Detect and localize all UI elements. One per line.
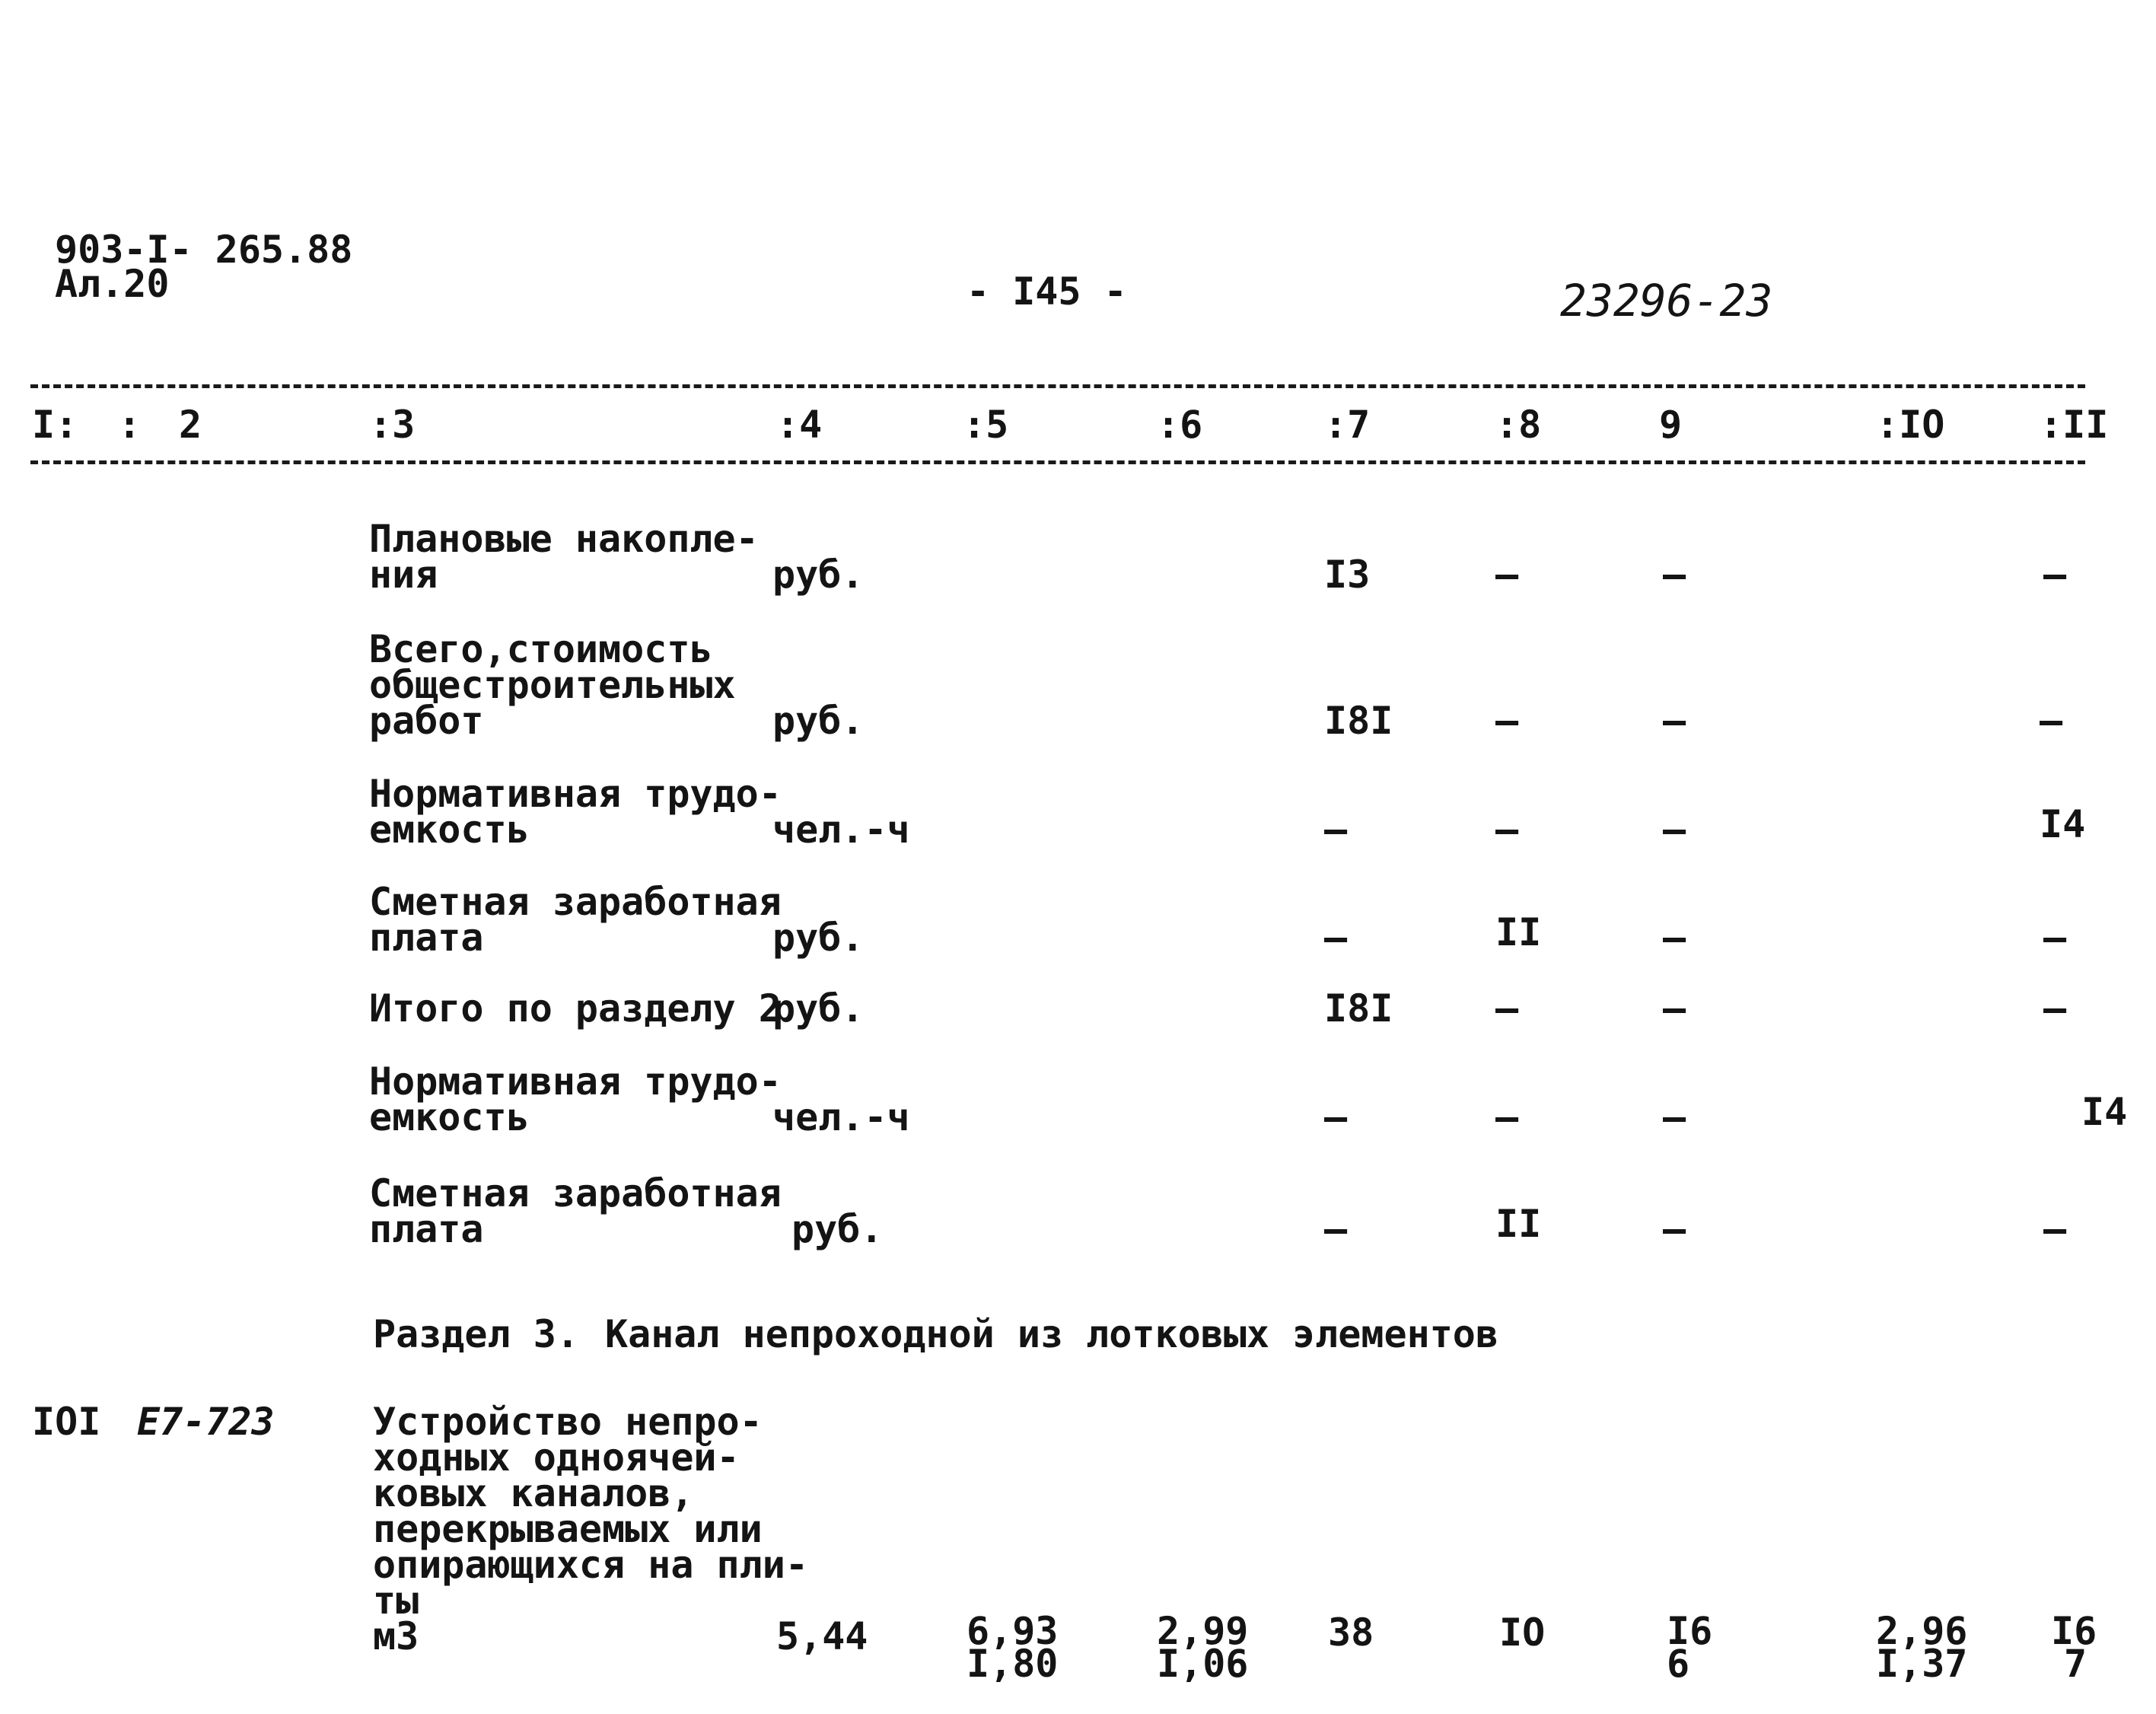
col-5-label: :5 xyxy=(963,403,1009,447)
row-col-9: – xyxy=(1663,916,1686,960)
row-name-line: емкость xyxy=(369,1095,530,1139)
col-3-label: :3 xyxy=(369,403,416,447)
row-name-line: емкость xyxy=(369,808,530,852)
item-name-line: опирающихся на пли- xyxy=(373,1543,808,1587)
item-col-9-bottom: 6 xyxy=(1667,1642,1690,1686)
row-name-line: плата xyxy=(369,1207,484,1251)
item-col-5-bottom: I,80 xyxy=(967,1642,1059,1686)
row-name-line: Нормативная трудо- xyxy=(369,772,782,816)
row-unit: руб. xyxy=(772,553,865,597)
col-10-label: :IO xyxy=(1876,403,1945,447)
col-1-label: I: xyxy=(32,403,78,447)
item-name-line: Устройство непро- xyxy=(373,1400,763,1444)
item-col-8: IO xyxy=(1499,1610,1546,1655)
row-col-11: I4 xyxy=(2081,1090,2128,1134)
row-name-line: Сметная заработная xyxy=(369,880,782,924)
row-col-7: – xyxy=(1324,1207,1348,1251)
row-unit: руб. xyxy=(772,699,865,743)
row-col-7: – xyxy=(1324,808,1348,852)
col-9-label: 9 xyxy=(1659,403,1683,447)
col-8-label: :8 xyxy=(1495,403,1542,447)
row-col-9: – xyxy=(1663,986,1686,1031)
row-col-8: II xyxy=(1495,1202,1542,1246)
item-col-10-top: 2,96 xyxy=(1876,1609,1968,1653)
row-unit: руб. xyxy=(772,916,865,960)
row-name-line: Нормативная трудо- xyxy=(369,1059,782,1104)
row-name-line: работ xyxy=(369,699,484,743)
row-col-11: I4 xyxy=(2040,802,2086,846)
row-col-11: – xyxy=(2043,553,2067,597)
col-2-label: 2 xyxy=(179,403,202,447)
row-col-9: – xyxy=(1663,1207,1686,1251)
row-col-8: – xyxy=(1495,808,1519,852)
item-name-line: ковых каналов, xyxy=(373,1471,694,1515)
row-name-line: общестроительных xyxy=(369,663,736,707)
row-col-8: – xyxy=(1495,986,1519,1031)
row-name-line: Итого по разделу 2 xyxy=(369,986,782,1031)
col-4-label: :4 xyxy=(776,403,823,447)
item-name-line: ты xyxy=(373,1579,419,1623)
item-col-5-top: 6,93 xyxy=(967,1609,1059,1653)
item-number: IOI xyxy=(32,1400,101,1444)
row-col-9: – xyxy=(1663,699,1686,743)
item-name-line: перекрываемых или xyxy=(373,1507,763,1551)
col-7-label: :7 xyxy=(1324,403,1371,447)
header-top-rule xyxy=(30,384,2085,388)
row-name-line: Плановые накопле- xyxy=(369,517,759,561)
row-col-7: – xyxy=(1324,1095,1348,1139)
row-col-9: – xyxy=(1663,1095,1686,1139)
row-col-11: – xyxy=(2043,916,2067,960)
row-col-11: — xyxy=(2040,699,2063,743)
item-col-11-top: I6 xyxy=(2051,1609,2097,1653)
row-name-line: ния xyxy=(369,553,438,597)
page-number: - I45 - xyxy=(967,269,1127,314)
row-unit: чел.-ч xyxy=(772,808,910,852)
row-col-11: – xyxy=(2043,986,2067,1031)
item-col-9-top: I6 xyxy=(1667,1609,1713,1653)
section-subtitle: Канал непроходной из лотковых элементов xyxy=(605,1312,1498,1356)
row-col-7: I3 xyxy=(1324,553,1371,597)
row-col-7: I8I xyxy=(1324,699,1393,743)
item-name-line: ходных одноячей- xyxy=(373,1435,740,1480)
item-unit: м3 xyxy=(373,1614,419,1658)
row-col-11: – xyxy=(2043,1207,2067,1251)
item-col-6-top: 2,99 xyxy=(1157,1609,1249,1653)
row-unit: чел.-ч xyxy=(772,1095,910,1139)
row-col-7: – xyxy=(1324,916,1348,960)
row-col-8: – xyxy=(1495,1095,1519,1139)
row-col-8: – xyxy=(1495,553,1519,597)
item-col-11-bottom: 7 xyxy=(2064,1642,2088,1686)
col-11-label: :II xyxy=(2040,403,2109,447)
item-col-6-bottom: I,06 xyxy=(1157,1642,1249,1686)
row-col-9: – xyxy=(1663,808,1686,852)
doc-code: 903-I- 265.88 xyxy=(55,228,353,272)
col-sep-label: : xyxy=(118,403,142,447)
header-bottom-rule xyxy=(30,460,2085,464)
row-col-8: II xyxy=(1495,910,1542,954)
col-6-label: :6 xyxy=(1157,403,1203,447)
row-name-line: Всего,стоимость xyxy=(369,627,713,671)
row-col-8: – xyxy=(1495,699,1519,743)
row-unit: руб. xyxy=(791,1207,884,1251)
item-col-4: 5,44 xyxy=(776,1614,868,1658)
sheet-number: Ал.20 xyxy=(55,262,170,306)
section-title: Раздел 3. xyxy=(373,1312,579,1356)
row-col-7: I8I xyxy=(1324,986,1393,1031)
row-col-9: – xyxy=(1663,553,1686,597)
item-col-10-bottom: I,37 xyxy=(1876,1642,1968,1686)
row-name-line: плата xyxy=(369,916,484,960)
archive-number: 23296-23 xyxy=(1560,275,1773,327)
item-col-7: 38 xyxy=(1328,1610,1374,1655)
row-name-line: Сметная заработная xyxy=(369,1171,782,1215)
item-code: Е7-723 xyxy=(137,1400,275,1444)
row-unit: руб. xyxy=(772,986,865,1031)
